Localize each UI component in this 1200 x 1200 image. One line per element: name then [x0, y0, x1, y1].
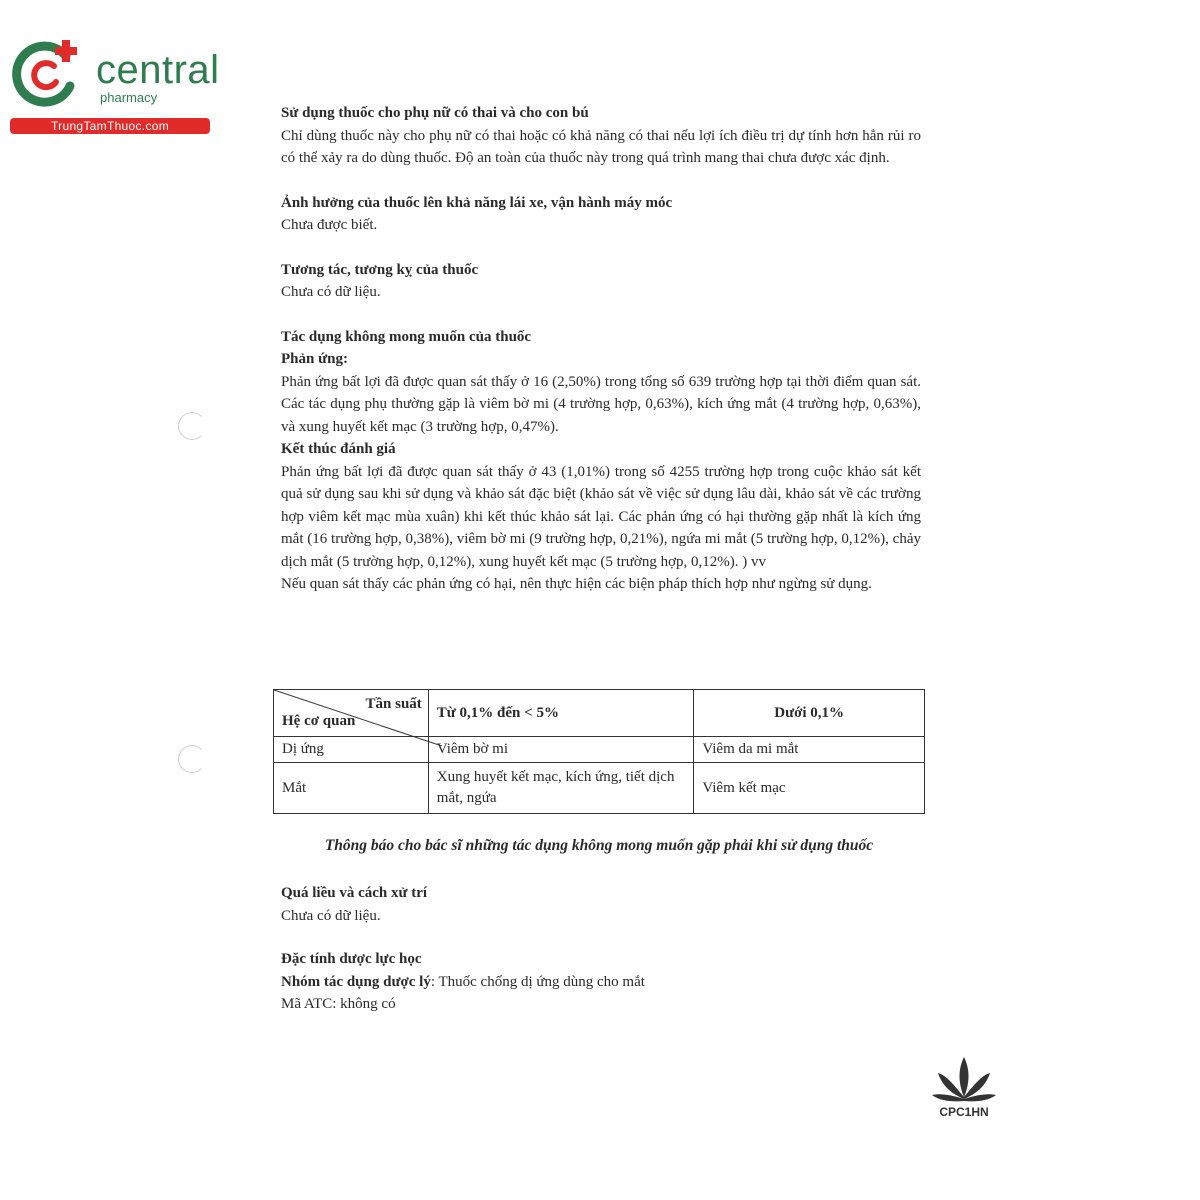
common-cell: Xung huyết kết mạc, kích ứng, tiết dịch mắt, ngứa — [428, 763, 694, 814]
driving-title: Ảnh hưởng của thuốc lên khả năng lái xe, vận hành máy móc — [281, 194, 673, 211]
group-label: Nhóm tác dụng dược lý — [281, 973, 431, 990]
organ-cell: Dị ứng — [274, 737, 429, 763]
interactions-text: Chưa có dữ liệu. — [281, 284, 381, 300]
col-rare-header: Dưới 0,1% — [694, 690, 925, 737]
side-effects-title: Tác dụng không mong muốn của thuốc — [281, 328, 532, 345]
interactions-title: Tương tác, tương kỵ của thuốc — [281, 261, 479, 278]
punch-hole-icon — [178, 412, 206, 440]
corner-organ-label: Hệ cơ quan — [282, 713, 356, 729]
cpc1hn-logo — [928, 1055, 1000, 1125]
overdose-title: Quá liều và cách xử trí — [281, 885, 428, 901]
overdose-text: Chưa có dữ liệu. — [281, 907, 381, 924]
central-pharmacy-logo — [10, 38, 220, 138]
advice-text: Nếu quan sát thấy các phản ứng có hại, nên thực hiện các biện pháp thích hợp như ngừng sử dụng. — [281, 576, 872, 592]
col-common-header: Từ 0,1% đến < 5% — [428, 690, 694, 737]
lotus-icon — [928, 1055, 1000, 1105]
rare-cell: Viêm da mi mắt — [694, 737, 925, 763]
side-effects-table — [273, 689, 925, 814]
organ-cell: Mắt — [274, 763, 429, 814]
pregnancy-title: Sử dụng thuốc cho phụ nữ có thai và cho con bú — [281, 105, 589, 121]
driving-text: Chưa được biết. — [281, 217, 378, 233]
end-eval-text: Phản ứng bất lợi đã được quan sát thấy ở 43 (1,01%) trong số 4255 trường hợp trong cuộc khảo sát kết quả sử dụng sau khi sử dụng và khảo sát đặc biệt (khảo sát về việc sử dụng lâu dài, khảo sát về các trường hợp viêm kết mạc mùa xuân) khi kết thúc khảo sát lại. Các phản ứng có hại thường gặp nhất là kích ứng mắt (16 trường hợp, 0,38%), viêm bờ mi (9 trường hợp, 0,21%), ngứa mi mắt (5 trường hợp, 0,12%), chảy dịch mắt (5 trường hợp, 0,12%), xung huyết kết mạc (5 trường hợp, 0,12%). ) vv — [281, 463, 921, 570]
common-cell: Viêm bờ mi — [428, 737, 694, 763]
table-corner-cell — [274, 690, 429, 737]
logo-name: central — [96, 48, 220, 92]
end-eval-title: Kết thúc đánh giá — [281, 441, 396, 457]
atc-code: Mã ATC: không có — [281, 996, 396, 1012]
logo-sub: pharmacy — [100, 90, 158, 105]
table-header-row — [274, 690, 925, 737]
reaction-title: Phản ứng: — [281, 351, 348, 367]
pharmacologic-group — [281, 971, 921, 994]
punch-hole-icon — [178, 745, 206, 773]
table-row — [274, 763, 925, 814]
logo-mark-icon — [10, 38, 82, 110]
doctor-notice: Thông báo cho bác sĩ những tác dụng không mong muốn gặp phải khi sử dụng thuốc — [324, 837, 874, 854]
corner-frequency-label: Tần suất — [365, 696, 422, 712]
pharmacodynamics-title: Đặc tính dược lực học — [281, 951, 422, 967]
reaction-text: Phản ứng bất lợi đã được quan sát thấy ở 16 (2,50%) trong tổng số 639 trường hợp tại thời điểm quan sát. Các tác dụng phụ thường gặp là viêm bờ mi (4 trường hợp, 0,63%), kích ứng mắt (4 trường hợp, 0,63%), và xung huyết kết mạc (3 trường hợp, 0,47%). — [281, 373, 921, 435]
cpc1hn-text: CPC1HN — [939, 1105, 989, 1119]
group-value: : Thuốc chống dị ứng dùng cho mắt — [430, 973, 645, 990]
main-content — [281, 102, 921, 596]
rare-cell: Viêm kết mạc — [694, 763, 925, 814]
lower-content — [281, 882, 921, 1016]
logo-site: TrungTamThuoc.com — [10, 118, 210, 134]
pregnancy-text: Chỉ dùng thuốc này cho phụ nữ có thai hoặc có khả năng có thai nếu lợi ích điều trị dự tính hơn hẳn rủi ro có thể xảy ra do dùng thuốc. Độ an toàn của thuốc này trong quá trình mang thai chưa được xác định. — [281, 127, 921, 166]
